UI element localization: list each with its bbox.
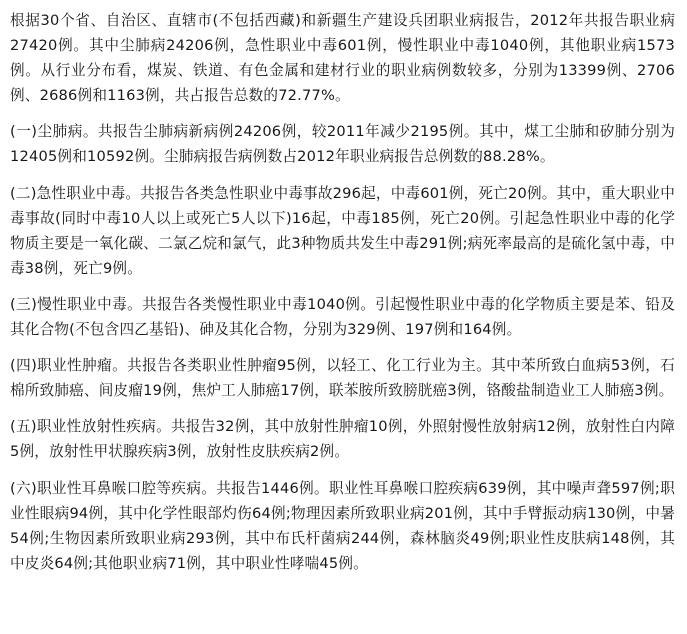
- paragraph: 根据30个省、自治区、直辖市(不包括西藏)和新疆生产建设兵团职业病报告，2012年共报告职业病27420例。其中尘肺病24206例，急性职业中毒601例，慢性职业中毒1040例，其他职业病1573例。从行业分布看，煤炭、铁道、有色金属和建材行业的职业病例数较多，分别为13399例、2706例、2686例和1163例，共占报告总数的72.77%。: [10, 12, 675, 105]
- paragraph: (二)急性职业中毒。共报告各类急性职业中毒事故296起，中毒601例，死亡20例。其中，重大职业中毒事故(同时中毒10人以上或死亡5人以下)16起，中毒185例，死亡20例。引起急性职业中毒的化学物质主要是一氧化碳、二氯乙烷和氯气，此3种物质共发生中毒291例;病死率最高的是硫化氢中毒，中毒38例，死亡9例。: [10, 184, 675, 277]
- paragraph: (三)慢性职业中毒。共报告各类慢性职业中毒1040例。引起慢性职业中毒的化学物质主要是苯、铅及其化合物(不包含四乙基铅)、砷及其化合物，分别为329例、197例和164例。: [10, 295, 675, 339]
- paragraph: (六)职业性耳鼻喉口腔等疾病。共报告1446例。职业性耳鼻喉口腔疾病639例，其中噪声聋597例;职业性眼病94例，其中化学性眼部灼伤64例;物理因素所致职业病201例，其中手臂振动病130例，中暑54例;生物因素所致职业病293例，其中布氏杆菌病244例，森林脑炎49例;职业性皮肤病148例，其中皮炎64例;其他职业病71例，其中职业性哮喘45例。: [10, 479, 675, 572]
- paragraph: (五)职业性放射性疾病。共报告32例，其中放射性肿瘤10例，外照射慢性放射病12例，放射性白内障5例，放射性甲状腺疾病3例，放射性皮肤疾病2例。: [10, 418, 675, 461]
- paragraph: (一)尘肺病。共报告尘肺病新病例24206例，较2011年减少2195例。其中，煤工尘肺和矽肺分别为12405例和10592例。尘肺病报告病例数占2012年职业病报告总例数的88.28%。: [10, 123, 675, 166]
- paragraph: (四)职业性肿瘤。共报告各类职业性肿瘤95例，以轻工、化工行业为主。其中苯所致白血病53例，石棉所致肺癌、间皮瘤19例，焦炉工人肺癌17例，联苯胺所致膀胱癌3例，铬酸盐制造业工人肺癌3例。: [10, 357, 675, 400]
